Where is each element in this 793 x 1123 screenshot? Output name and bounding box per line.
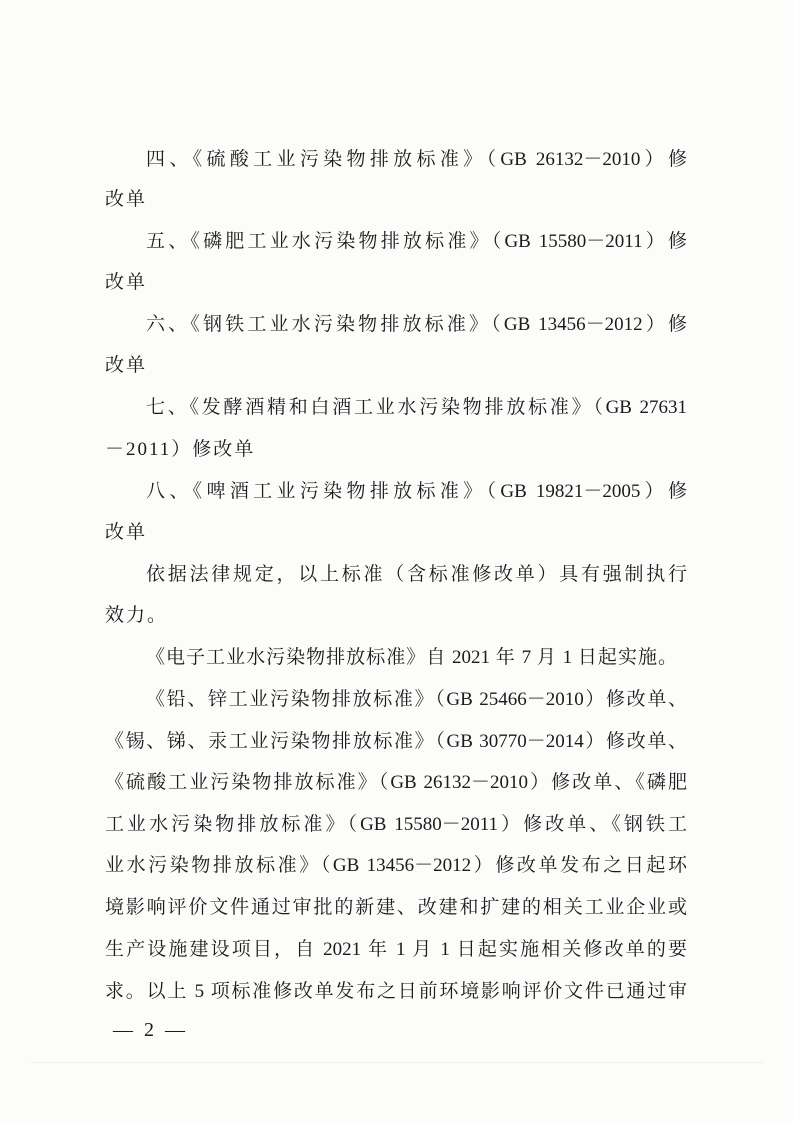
text-line: 求。以上 5 项标准修改单发布之日前环境影响评价文件已通过审 [105, 981, 687, 1002]
text-line: 改单 [105, 189, 148, 210]
text-line: 改单 [105, 522, 148, 543]
text-line: 改单 [105, 355, 148, 376]
text-line: 境影响评价文件通过审批的新建、改建和扩建的相关工业企业或 [105, 897, 687, 918]
text-line: 六、《钢铁工业水污染物排放标准》（GB 13456－2012）修 [146, 314, 687, 335]
text-line: 七、《发酵酒精和白酒工业水污染物排放标准》（GB 27631 [146, 397, 687, 418]
text-line: 依据法律规定，以上标准（含标准修改单）具有强制执行 [146, 564, 687, 585]
text-line: 八、《啤酒工业污染物排放标准》（GB 19821－2005）修 [146, 481, 687, 502]
text-line: 《锡、锑、汞工业污染物排放标准》（GB 30770－2014）修改单、 [105, 731, 687, 752]
text-line: －2011）修改单 [105, 439, 256, 460]
text-line: 业水污染物排放标准》（GB 13456－2012）修改单发布之日起环 [105, 855, 687, 876]
page-number: — 2 — [113, 1019, 188, 1041]
text-line: 《铅、锌工业污染物排放标准》（GB 25466－2010）修改单、 [146, 689, 687, 710]
text-line: 工业水污染物排放标准》（GB 15580－2011）修改单、《钢铁工 [105, 814, 687, 835]
text-line: 改单 [105, 272, 148, 293]
text-line: 生产设施建设项目，自 2021 年 1 月 1 日起实施相关修改单的要 [105, 939, 687, 960]
text-line: 《电子工业水污染物排放标准》自 2021 年 7 月 1 日起实施。 [146, 647, 677, 668]
text-line: 《硫酸工业污染物排放标准》（GB 26132－2010）修改单、《磷肥 [105, 772, 687, 793]
text-line: 四、《硫酸工业污染物排放标准》（GB 26132－2010）修 [146, 149, 687, 170]
text-line: 五、《磷肥工业水污染物排放标准》（GB 15580－2011）修 [146, 231, 687, 252]
text-line: 效力。 [105, 605, 169, 626]
scan-divider [30, 1062, 763, 1063]
